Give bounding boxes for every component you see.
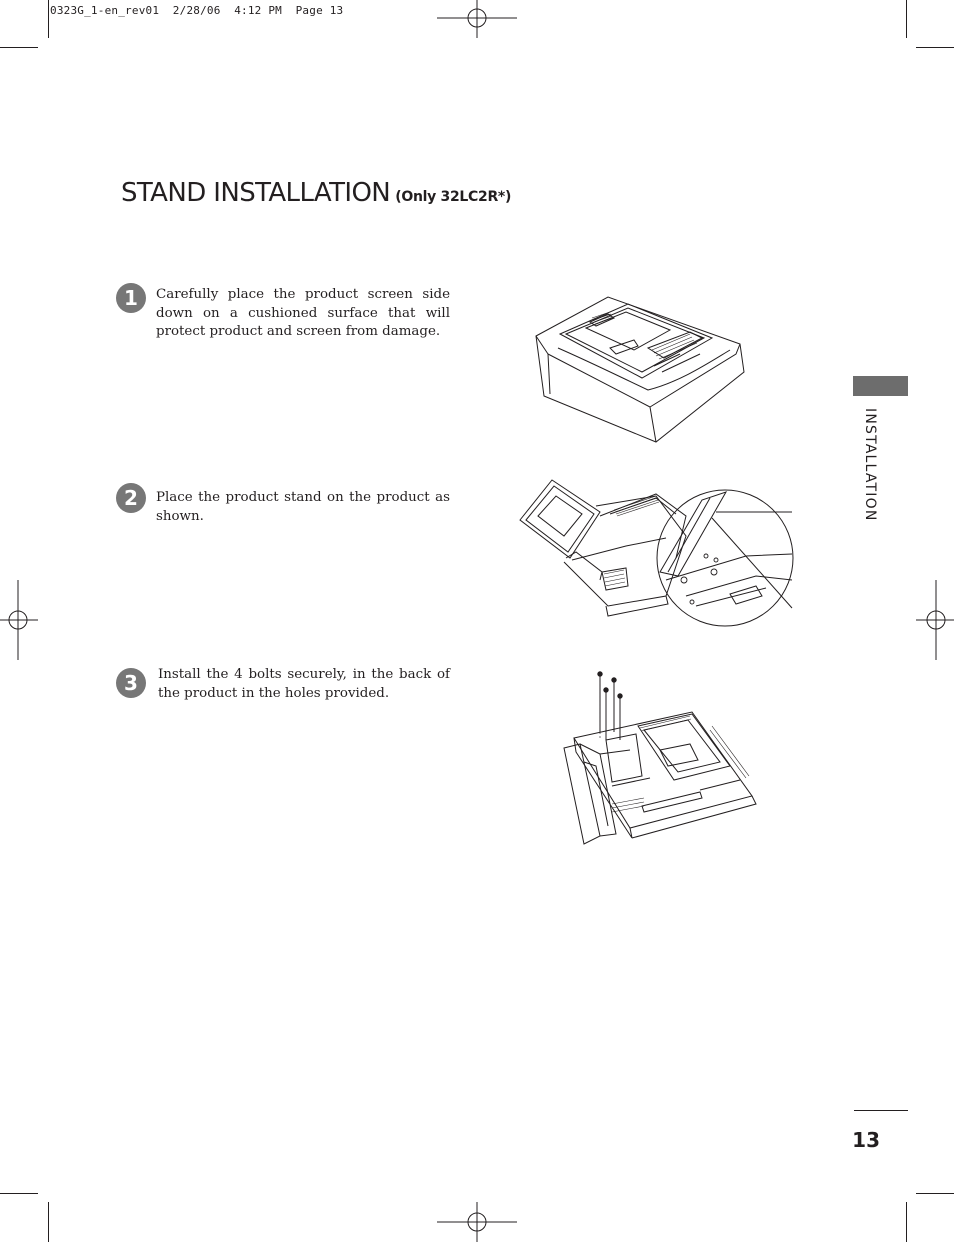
step-3-badge: 3 — [116, 668, 146, 698]
page-number-rule — [854, 1110, 908, 1111]
step-1-text: Carefully place the product screen side down on a cushioned surface that will protect product and screen from damage. — [156, 287, 450, 339]
illustration-stand-placement — [516, 476, 798, 631]
step-2-badge: 2 — [116, 483, 146, 513]
section-label: INSTALLATION — [862, 408, 878, 522]
registration-mark-right — [916, 580, 954, 660]
registration-mark-top — [437, 0, 517, 38]
illustration-install-bolts — [560, 666, 760, 848]
registration-mark-bottom — [437, 1202, 517, 1242]
page-title-subtitle: (Only 32LC2R*) — [395, 189, 512, 205]
registration-mark-left — [0, 580, 38, 660]
step-3-text: Install the 4 bolts securely, in the back of the product in the holes provided. — [158, 667, 450, 701]
illustration-tv-on-cushion — [530, 292, 750, 447]
print-slug: 0323G_1-en_rev01 2/28/06 4:12 PM Page 13 — [50, 4, 344, 17]
page-title — [121, 178, 511, 208]
step-1-badge: 1 — [116, 283, 146, 313]
page-number: 13 — [852, 1128, 880, 1152]
page-title-main: STAND INSTALLATION — [121, 178, 391, 208]
section-tab — [853, 376, 908, 396]
step-2-text: Place the product stand on the product as shown. — [156, 490, 450, 524]
